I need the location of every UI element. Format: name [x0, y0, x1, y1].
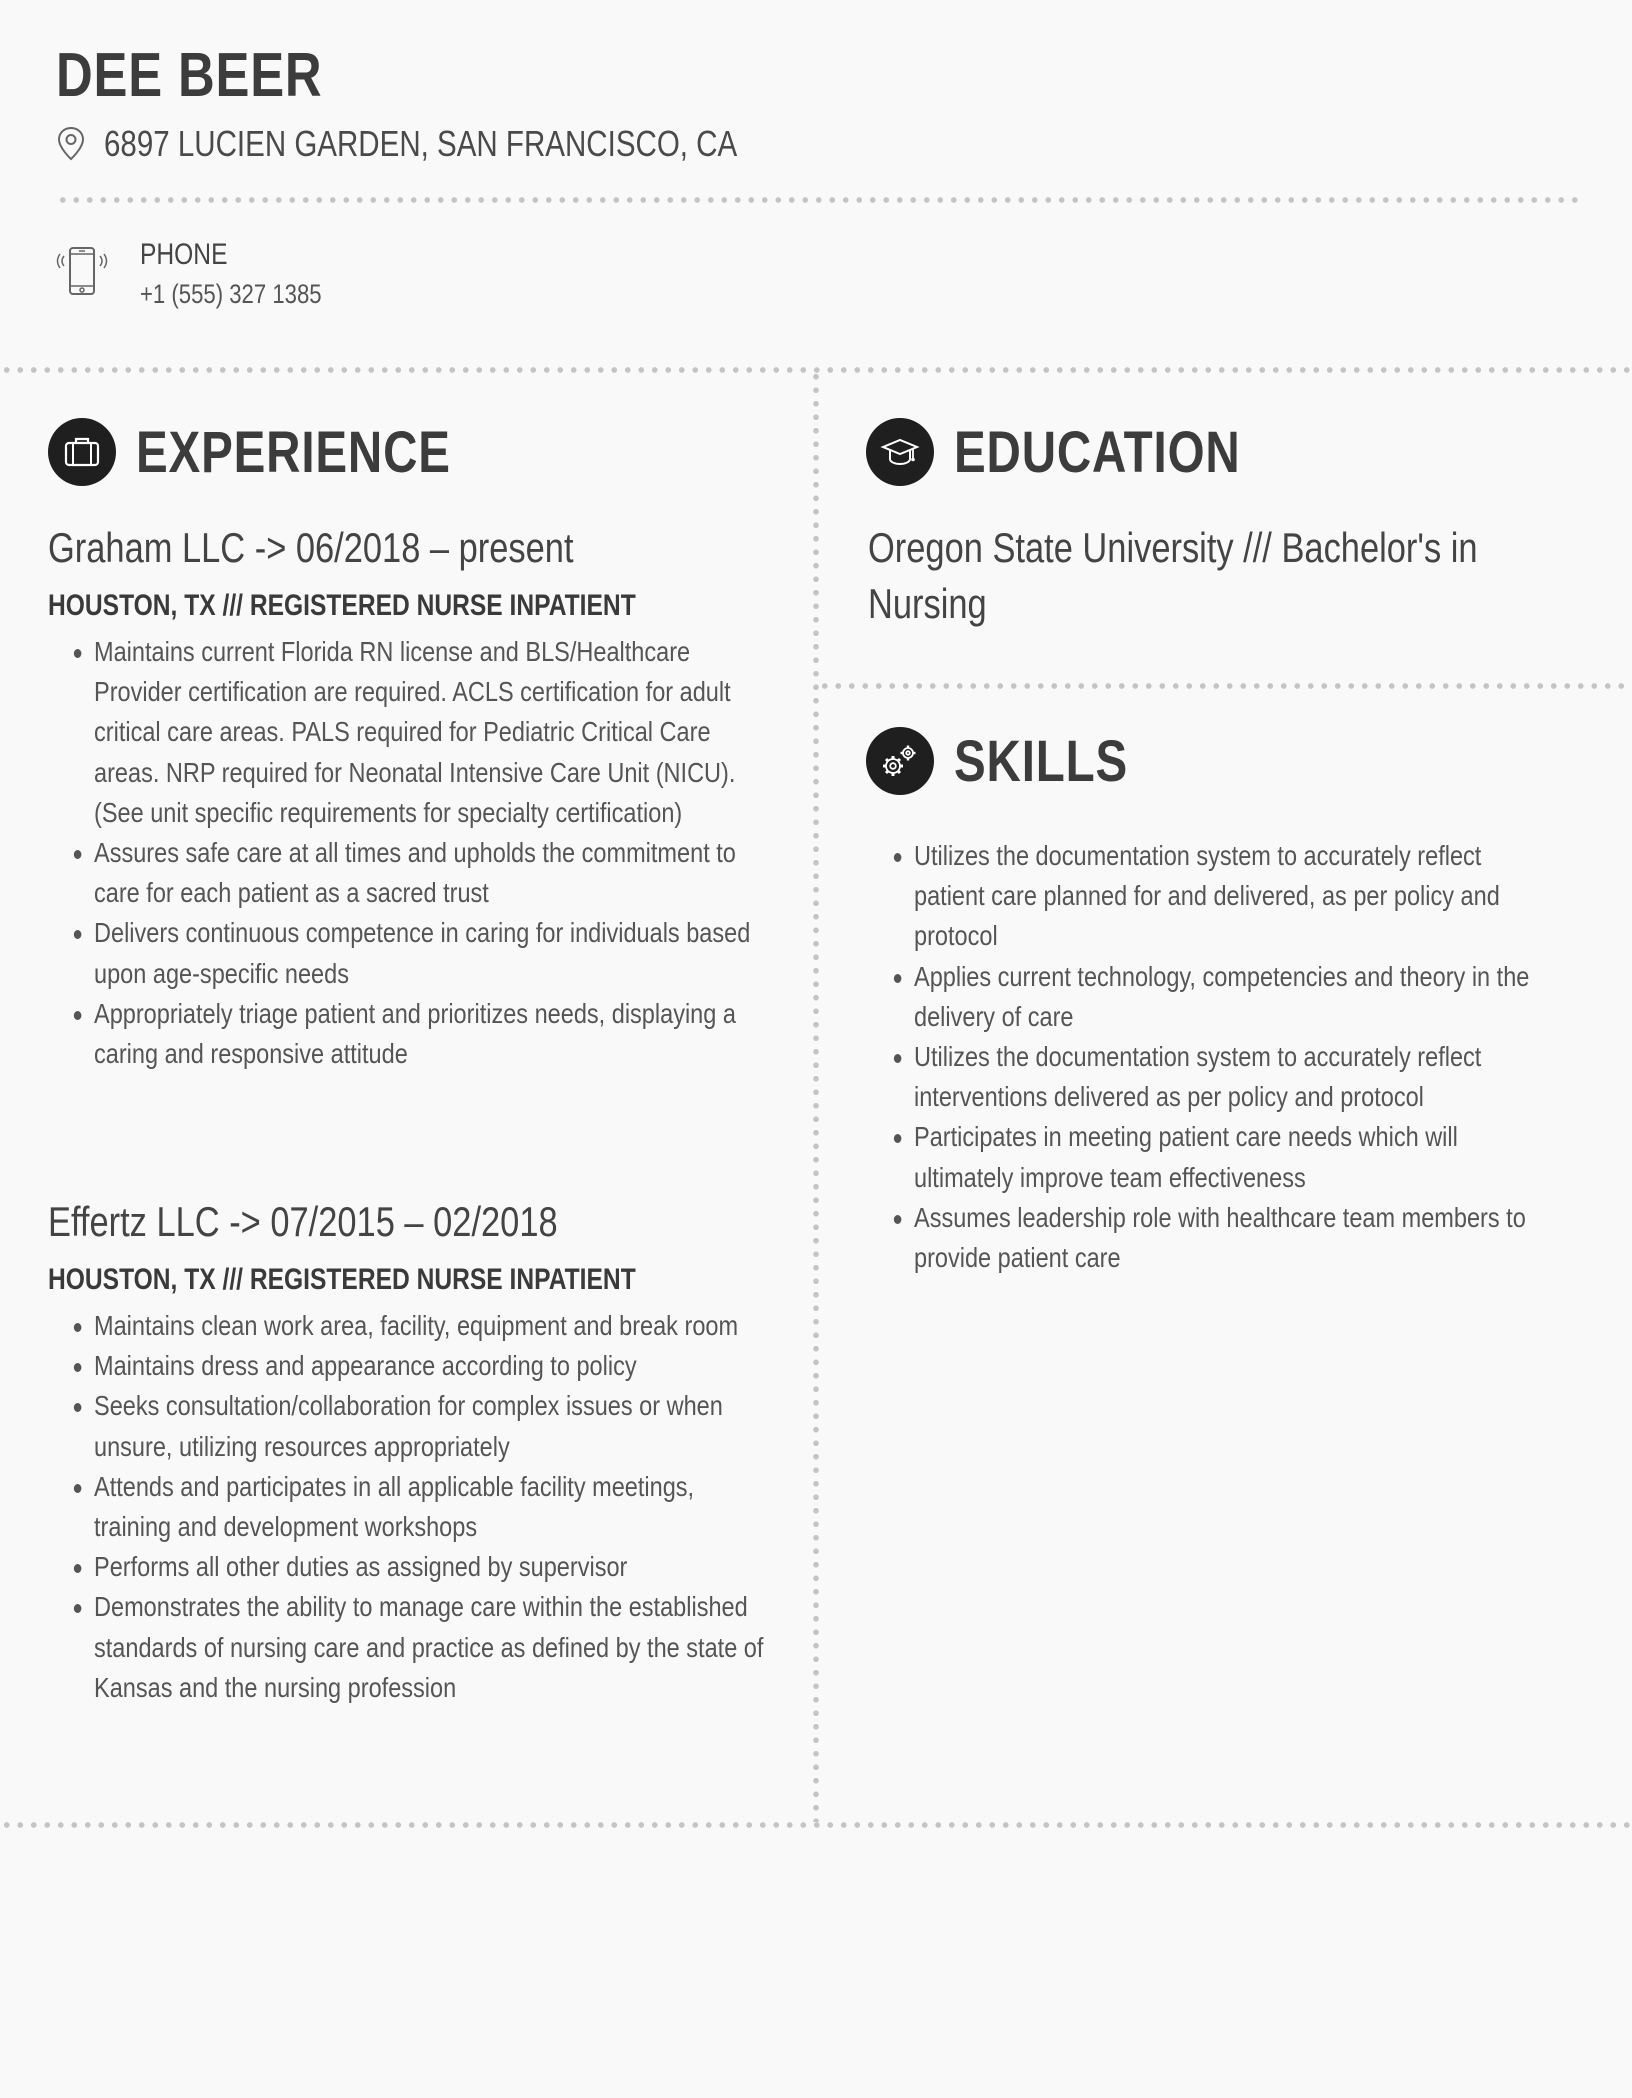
- skills-title: SKILLS: [954, 728, 1129, 794]
- education-line-1: Oregon State University /// Bachelor's in: [868, 524, 1478, 571]
- address: 6897 LUCIEN GARDEN, SAN FRANCISCO, CA: [104, 123, 738, 164]
- job-title: Effertz LLC -> 07/2015 – 02/2018: [48, 1198, 558, 1245]
- education-badge: [866, 418, 934, 486]
- list-item: Maintains clean work area, facility, equipment and break room: [94, 1306, 773, 1346]
- job-bullets: [48, 1306, 768, 1708]
- gears-icon: [878, 739, 922, 783]
- job-title: Graham LLC -> 06/2018 – present: [48, 524, 574, 571]
- candidate-name: DEE BEER: [56, 41, 323, 110]
- resume-header: [56, 36, 1580, 172]
- experience-heading: [48, 418, 520, 486]
- education-title: EDUCATION: [954, 419, 1241, 485]
- graduation-cap-icon: [880, 432, 920, 472]
- list-item: Utilizes the documentation system to accurately reflect patient care planned for and delivered, as per policy and protocol: [914, 836, 1553, 957]
- list-item: Participates in meeting patient care needs which will ultimately improve team effectiveness: [914, 1117, 1553, 1197]
- skills-bullets: [868, 836, 1548, 1278]
- education-heading: [866, 418, 1303, 486]
- skills-list: [868, 830, 1548, 1278]
- list-item: Performs all other duties as assigned by supervisor: [94, 1547, 773, 1587]
- list-item: Delivers continuous competence in caring for individuals based upon age-specific needs: [94, 913, 773, 993]
- address-row: [56, 116, 1580, 172]
- skills-badge: [866, 727, 934, 795]
- list-item: Demonstrates the ability to manage care within the established standards of nursing care and practice as defined by the state of Kansas and the nursing profession: [94, 1587, 773, 1708]
- list-item: Maintains current Florida RN license and BLS/Healthcare Provider certification are required. ACLS certification for adult critical care areas. PALS required for Pediatric Critical Care areas. NRP required for Neonatal Intensive Care Unit (NICU). (See unit specific requirements for specialty certification): [94, 632, 773, 833]
- job-location-role: HOUSTON, TX /// REGISTERED NURSE INPATIENT: [48, 589, 636, 622]
- body-bottom-divider: [0, 1822, 1632, 1828]
- skills-heading: [866, 727, 1166, 795]
- list-item: Seeks consultation/collaboration for complex issues or when unsure, utilizing resources appropriately: [94, 1386, 773, 1466]
- job-location-role: HOUSTON, TX /// REGISTERED NURSE INPATIENT: [48, 1263, 636, 1296]
- list-item: Utilizes the documentation system to accurately reflect interventions delivered as per policy and protocol: [914, 1037, 1553, 1117]
- smartphone-icon: [54, 244, 110, 300]
- phone-label: PHONE: [140, 238, 228, 271]
- list-item: Assures safe care at all times and upholds the commitment to care for each patient as a sacred trust: [94, 833, 773, 913]
- education-divider: [818, 683, 1632, 689]
- briefcase-icon: [62, 432, 102, 472]
- experience-title: EXPERIENCE: [136, 419, 451, 485]
- list-item: Attends and participates in all applicable facility meetings, training and development workshops: [94, 1467, 773, 1547]
- experience-badge: [48, 418, 116, 486]
- header-divider: [56, 197, 1580, 203]
- education-entry: [868, 520, 1488, 632]
- education-line-2: Nursing: [868, 580, 987, 627]
- map-pin-icon: [56, 126, 86, 162]
- column-divider: [813, 370, 819, 1822]
- job-entry: [48, 1196, 768, 1708]
- list-item: Appropriately triage patient and prioritizes needs, displaying a caring and responsive attitude: [94, 994, 773, 1074]
- list-item: Maintains dress and appearance according to policy: [94, 1346, 773, 1386]
- job-bullets: [48, 632, 768, 1074]
- phone-value: +1 (555) 327 1385: [140, 279, 322, 309]
- contact-phone: [54, 236, 361, 314]
- list-item: Applies current technology, competencies and theory in the delivery of care: [914, 957, 1553, 1037]
- job-entry: [48, 522, 768, 1074]
- list-item: Assumes leadership role with healthcare team members to provide patient care: [914, 1198, 1553, 1278]
